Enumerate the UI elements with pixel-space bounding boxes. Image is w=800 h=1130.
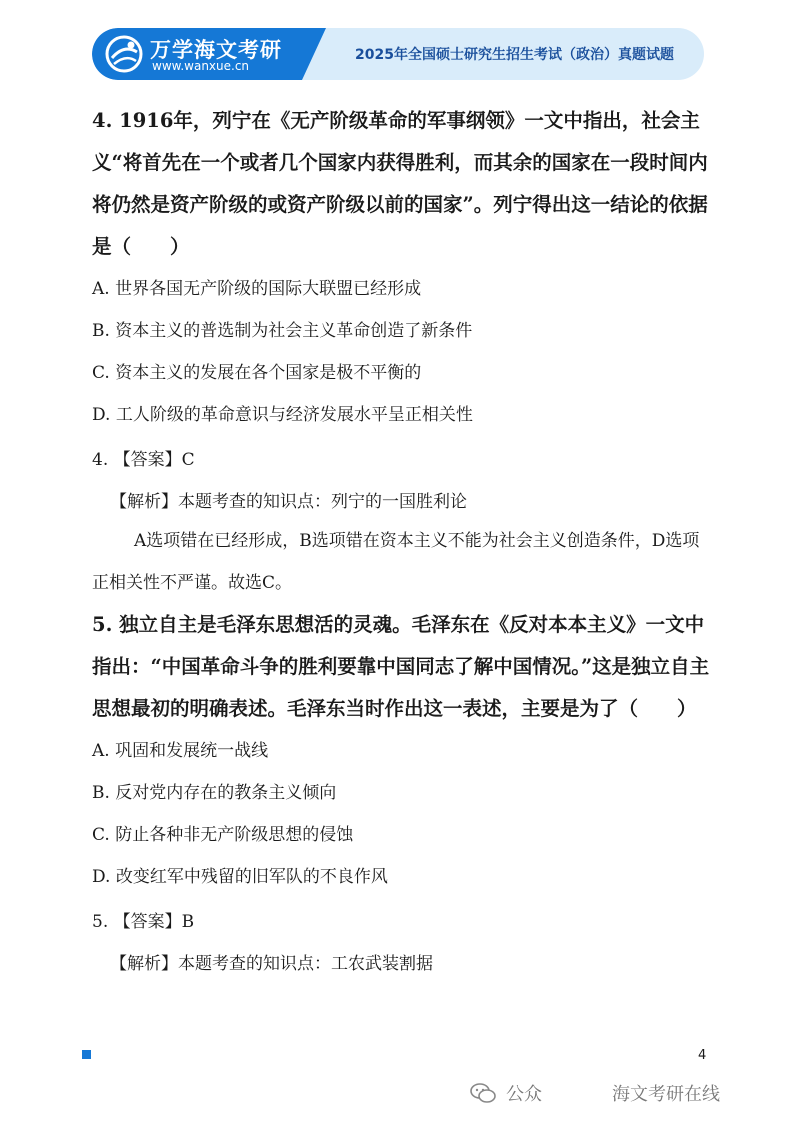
question-5-option-b: B. 反对党内存在的教条主义倾向: [92, 782, 337, 803]
brand-name: 万学海文考研: [150, 38, 282, 62]
question-4-option-a: A. 世界各国无产阶级的国际大联盟已经形成: [92, 278, 422, 299]
wechat-watermark: [470, 1080, 720, 1106]
question-5-option-d: D. 改变红军中残留的旧军队的不良作风: [92, 866, 388, 887]
wechat-icon: [470, 1082, 496, 1104]
question-4-analysis: 【解析】本题考查的知识点：列宁的一国胜利论: [110, 491, 467, 512]
question-4-explanation: A选项错在已经形成，B选项错在资本主义不能为社会主义创造条件，D选项正相关性不严谨。故选C。: [92, 531, 700, 593]
page-number: 4: [698, 1048, 707, 1063]
question-5-option-a: A. 巩固和发展统一战线: [92, 740, 269, 761]
document-body: [92, 100, 712, 982]
exam-title: 2025年全国硕士研究生招生考试（政治）真题试题: [355, 47, 674, 63]
brand-block: [92, 28, 302, 80]
watermark-text-right: 海文考研在线: [612, 1084, 720, 1105]
brand-url: www.wanxue.cn: [152, 59, 250, 73]
question-4-option-d: D. 工人阶级的革命意识与经济发展水平呈正相关性: [92, 404, 473, 425]
question-5-analysis: 【解析】本题考查的知识点：工农武装割据: [110, 953, 433, 974]
footer-marker: [82, 1050, 91, 1059]
question-4-answer: 4. 【答案】C: [92, 449, 195, 470]
question-4-stem: 4. 1916年，列宁在《无产阶级革命的军事纲领》一文中指出，社会主义“将首先在一个或者几个国家内获得胜利，而其余的国家在一段时间内将仍然是资产阶级的或资产阶级以前的国家”。列宁得出这一结论的依据是（ ）: [92, 109, 708, 258]
wanxue-logo-icon: [104, 34, 144, 74]
page-header: [92, 28, 704, 80]
question-5-option-c: C. 防止各种非无产阶级思想的侵蚀: [92, 824, 354, 845]
question-4-option-c: C. 资本主义的发展在各个国家是极不平衡的: [92, 362, 422, 383]
question-4-option-b: B. 资本主义的普选制为社会主义革命创造了新条件: [92, 320, 473, 341]
question-5-answer: 5. 【答案】B: [92, 911, 195, 932]
question-5-stem: 5. 独立自主是毛泽东思想活的灵魂。毛泽东在《反对本本主义》一文中指出：“中国革命斗争的胜利要靠中国同志了解中国情况。”这是独立自主思想最初的明确表述。毛泽东当时作出这一表述，主要是为了（ ）: [92, 613, 710, 720]
watermark-text-left: 公众: [506, 1084, 542, 1105]
